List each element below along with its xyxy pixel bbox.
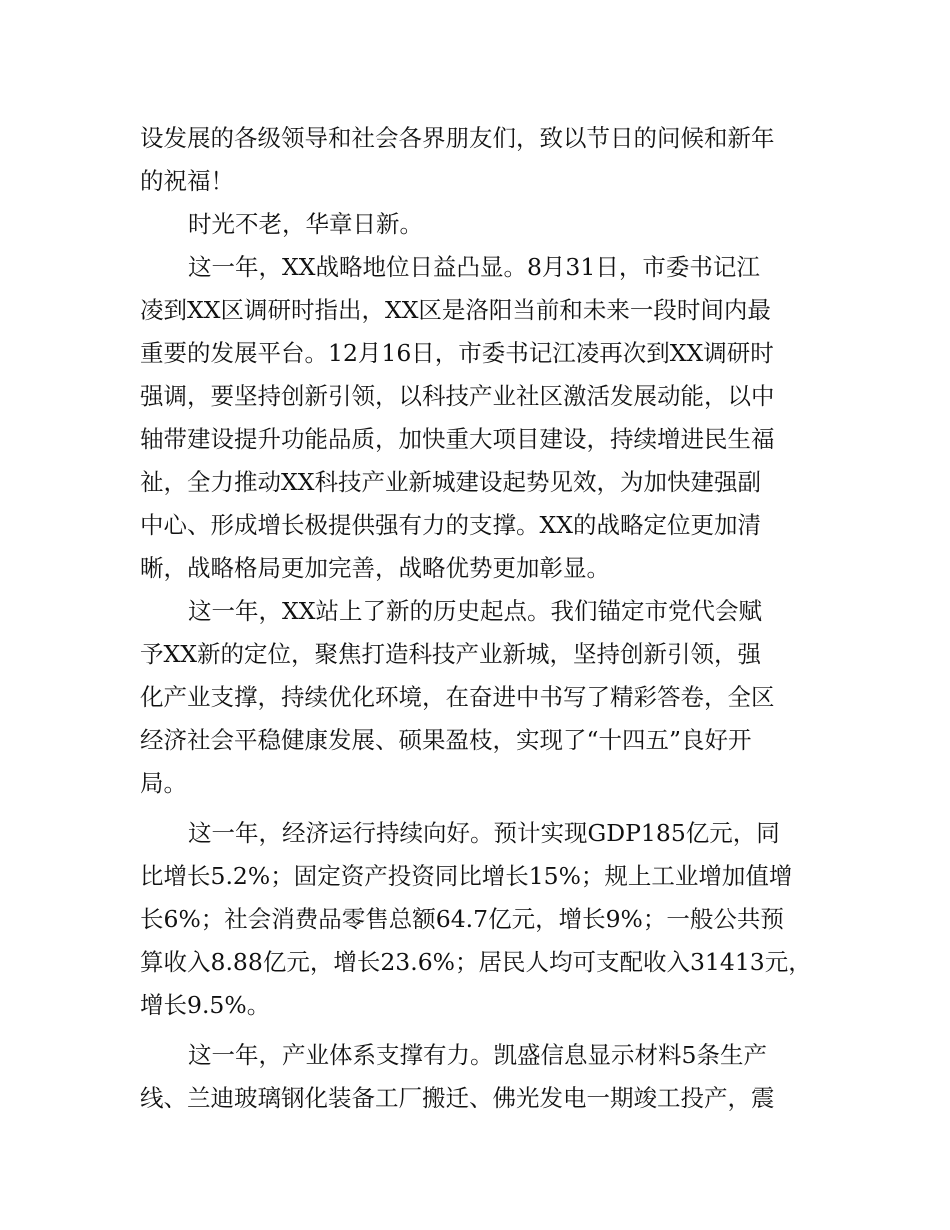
text-line: 增长9.5%。: [140, 991, 271, 1019]
paragraph-first-line: 这一年，经济运行持续向好。预计实现GDP185亿元，同: [188, 819, 780, 847]
text-line: 轴带建设提升功能品质，加快重大项目建设，持续增进民生福: [140, 425, 775, 453]
text-line: 凌到XX区调研时指出，XX区是洛阳当前和未来一段时间内最: [140, 296, 771, 324]
text-line: 重要的发展平台。12月16日，市委书记江凌再次到XX调研时: [140, 339, 774, 367]
paragraph-first-line: 时光不老，华章日新。: [188, 210, 423, 238]
text-line: 线、兰迪玻璃钢化装备工厂搬迁、佛光发电一期竣工投产，震: [140, 1084, 775, 1112]
text-line: 祉，全力推动XX科技产业新城建设起势见效，为加快建强副: [140, 468, 761, 496]
text-line: 强调，要坚持创新引领，以科技产业社区激活发展动能，以中: [140, 382, 775, 410]
text-line: 晰，战略格局更加完善，战略优势更加彰显。: [140, 554, 610, 582]
text-line: 经济社会平稳健康发展、硕果盈枝，实现了“十四五”良好开: [140, 726, 752, 754]
text-line: 予XX新的定位，聚焦打造科技产业新城，坚持创新引领，强: [140, 640, 761, 668]
text-line: 局。: [140, 769, 187, 797]
text-line: 比增长5.2%；固定资产投资同比增长15%；规上工业增加值增: [140, 862, 793, 890]
paragraph-first-line: 这一年，XX战略地位日益凸显。8月31日，市委书记江: [188, 253, 760, 281]
paragraph-first-line: 这一年，产业体系支撑有力。凯盛信息显示材料5条生产: [188, 1041, 767, 1069]
text-line: 设发展的各级领导和社会各界朋友们，致以节日的问候和新年: [140, 124, 775, 152]
text-line: 化产业支撑，持续优化环境，在奋进中书写了精彩答卷，全区: [140, 683, 775, 711]
text-line: 中心、形成增长极提供强有力的支撑。XX的战略定位更加清: [140, 511, 761, 539]
text-line: 长6%；社会消费品零售总额64.7亿元，增长9%；一般公共预: [140, 905, 784, 933]
paragraph-first-line: 这一年，XX站上了新的历史起点。我们锚定市党代会赋: [188, 597, 762, 625]
text-line: 算收入8.88亿元，增长23.6%；居民人均可支配收入31413元，: [140, 948, 812, 976]
text-line: 的祝福！: [140, 167, 234, 195]
